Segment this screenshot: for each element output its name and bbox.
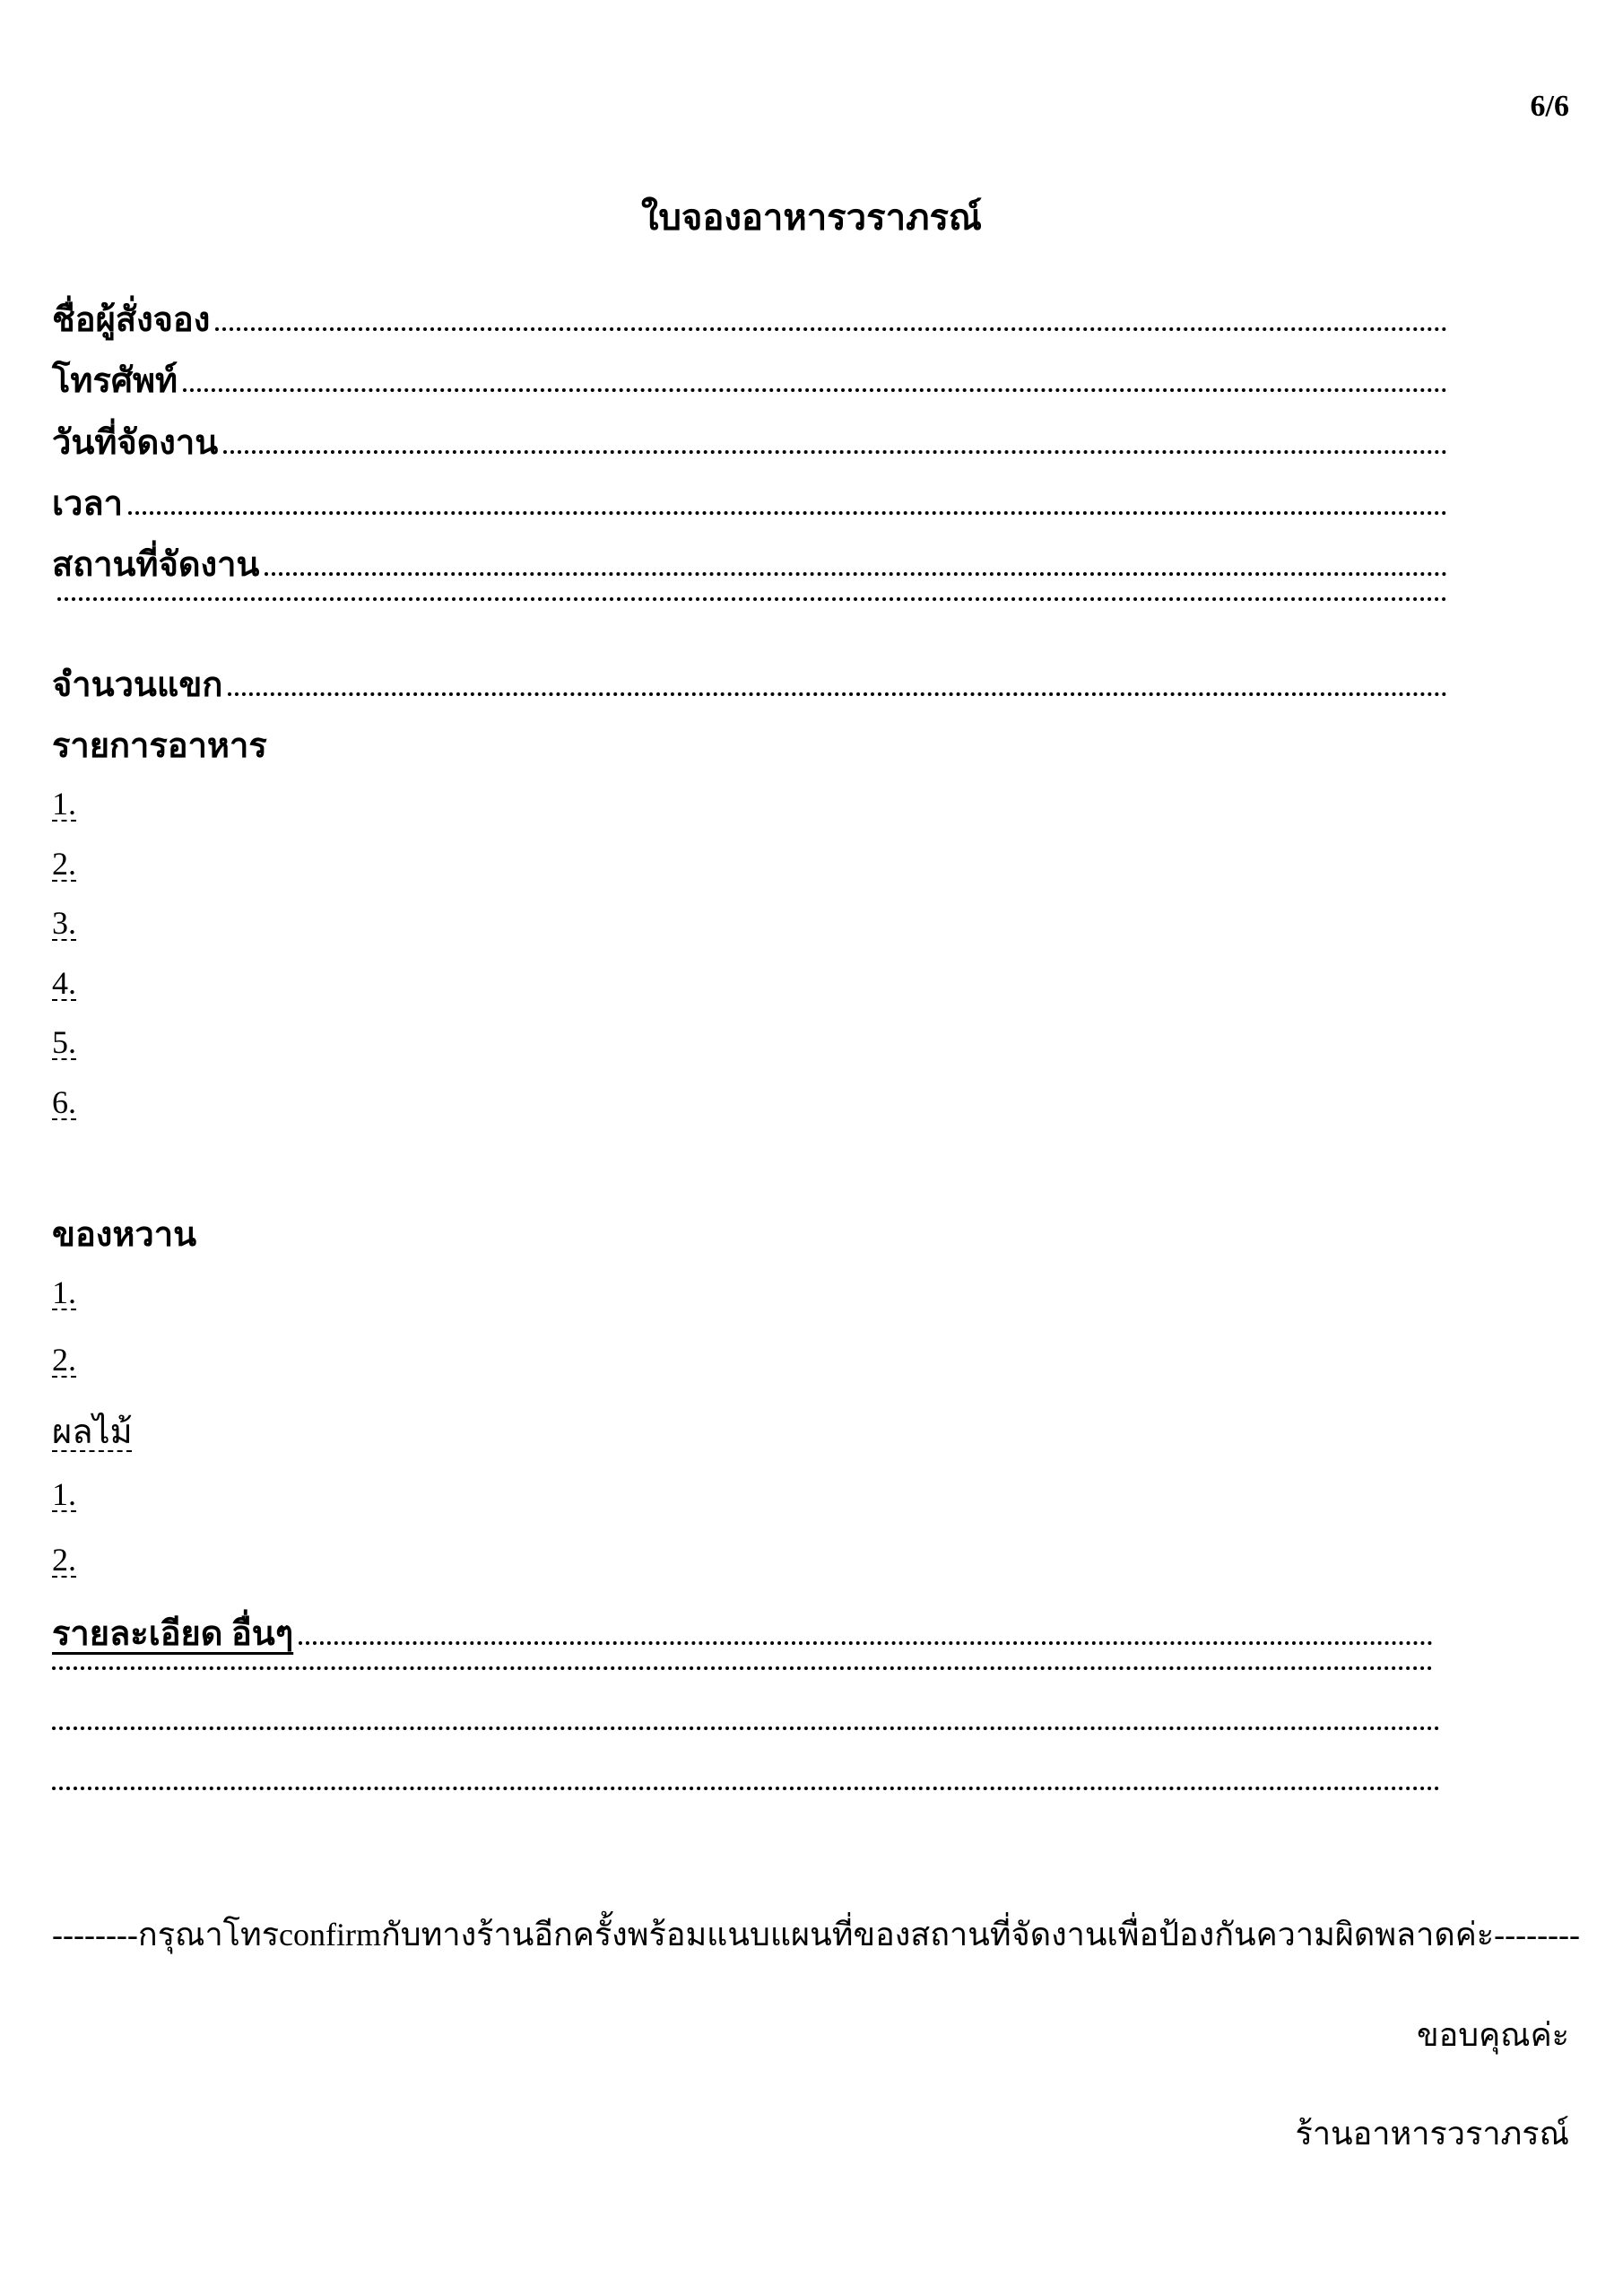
dessert-item-number: 2. <box>52 1342 76 1378</box>
food-item-number: 5. <box>52 1024 76 1060</box>
confirmation-note: --------กรุณาโทรconfirmกับทางร้านอีกครั้งพร้อมแนบแผนที่ของสถานที่จัดงานเพื่อป้องกันความผิดพลาดค่ะ-------- <box>52 1917 1581 1952</box>
fill-line[interactable] <box>215 327 1447 331</box>
field-label: โทรศัพท์ <box>52 362 178 400</box>
fill-line[interactable] <box>299 1641 1433 1645</box>
food-item-number: 2. <box>52 846 76 882</box>
fill-line[interactable] <box>128 511 1447 515</box>
field-label: วันที่จัดงาน <box>52 424 219 462</box>
food-list-heading: รายการอาหาร <box>52 727 267 765</box>
details-label: รายละเอียด อื่นๆ <box>52 1615 294 1653</box>
field-label: สถานที่จัดงาน <box>52 546 260 584</box>
form-title: ใบจองอาหารวราภรณ์ <box>640 197 983 238</box>
time-field[interactable] <box>52 475 1447 529</box>
fruit-heading: ผลไม้ <box>52 1413 133 1451</box>
food-item-number: 4. <box>52 965 76 1001</box>
fill-line[interactable] <box>228 692 1447 696</box>
details-line[interactable] <box>52 1787 1440 1840</box>
page-number: 6/6 <box>1530 90 1569 123</box>
other-details-field[interactable] <box>52 1605 1433 1659</box>
dessert-item-number: 1. <box>52 1274 76 1310</box>
fill-line[interactable] <box>52 1787 1440 1790</box>
fill-line[interactable] <box>57 597 1447 601</box>
food-item-number: 6. <box>52 1084 76 1120</box>
thank-you-text: ขอบคุณค่ะ <box>1417 2017 1569 2054</box>
event-date-field[interactable] <box>52 414 1447 468</box>
details-line[interactable] <box>52 1666 1433 1720</box>
details-line[interactable] <box>52 1726 1440 1780</box>
dessert-heading: ของหวาน <box>52 1216 197 1254</box>
fill-line[interactable] <box>223 450 1447 454</box>
field-label: ชื่อผู้สั่งจอง <box>52 301 211 339</box>
fill-line[interactable] <box>52 1726 1440 1730</box>
venue-field[interactable] <box>52 536 1447 590</box>
food-item-number: 3. <box>52 905 76 941</box>
fill-line[interactable] <box>265 572 1447 576</box>
field-label: จำนวนแขก <box>52 666 223 704</box>
shop-name: ร้านอาหารวราภรณ์ <box>1295 2116 1569 2152</box>
orderer-name-field[interactable] <box>52 291 1447 345</box>
phone-field[interactable] <box>52 352 1447 406</box>
fruit-item-number: 1. <box>52 1476 76 1512</box>
fill-line[interactable] <box>183 388 1447 392</box>
food-item-number: 1. <box>52 786 76 822</box>
venue-field-continued[interactable] <box>52 597 1447 651</box>
fill-line[interactable] <box>52 1666 1433 1670</box>
field-label: เวลา <box>52 485 123 523</box>
guest-count-field[interactable] <box>52 657 1447 710</box>
fruit-item-number: 2. <box>52 1542 76 1578</box>
